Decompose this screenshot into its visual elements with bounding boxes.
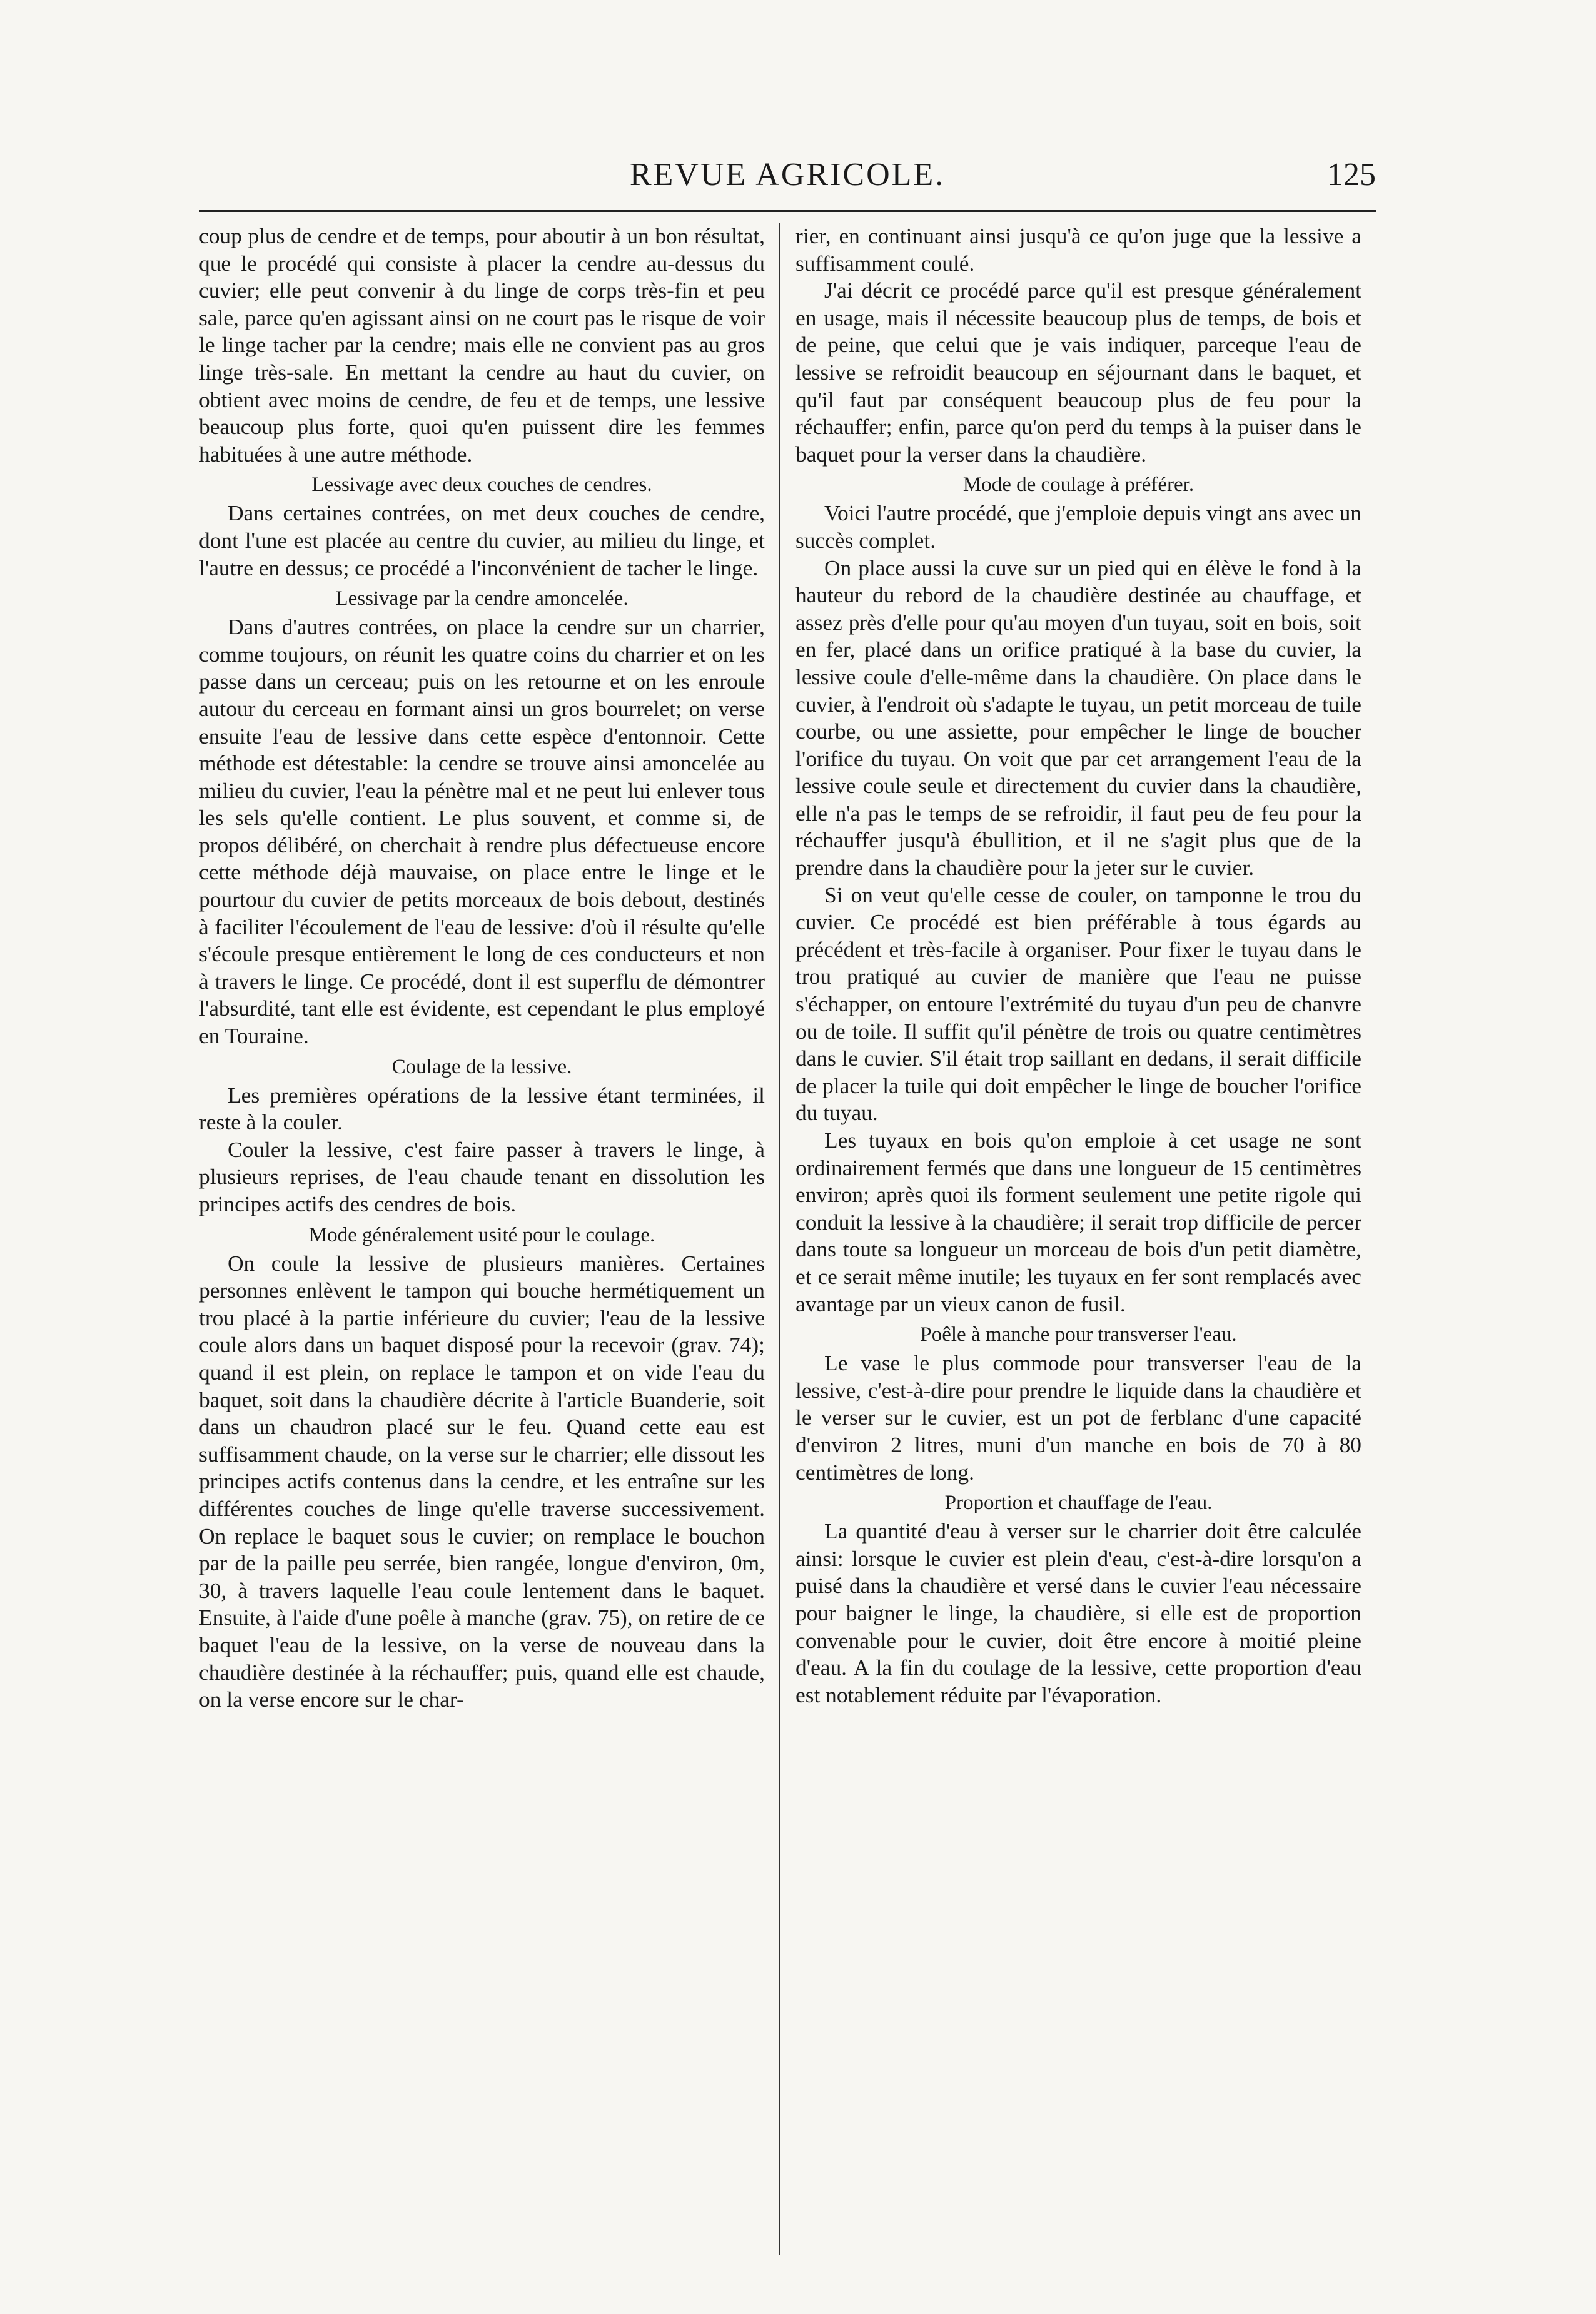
section-heading: Proportion et chauffage de l'eau. bbox=[944, 1492, 1213, 1515]
paragraph: On coule la lessive de plusieurs manières. Certaines personnes enlèvent le tampon qui bouche hermétiquement un trou placé à la partie inférieure du cuvier; l'eau de la lessive coule alors dans un baquet disposé pour la recevoir (grav. 74); quand il est plein, on replace le tampon et on vide l'eau du baquet, soit dans la chaudière décrite à l'article Buanderie, soit dans un chaudron placé sur le feu. Quand cette eau est suffisamment chaude, on la verse sur le charrier; elle dissout les principes actifs contenus dans la cendre, et les entraîne sur les différentes couches de linge qu'elle traverse successivement. On replace le baquet sous le cuvier; on remplace le bouchon par de la paille peu serrée, bien rangée, longue d'environ, 0m, 30, à travers laquelle l'eau coule lentement dans le baquet. Ensuite, à l'aide d'une poêle à manche (grav. 75), on retire de ce baquet l'eau de la lessive, on la verse de nouveau dans la chaudière destinée à la réchauffer; puis, quand elle est chaude, on la verse encore sur le char- bbox=[199, 1250, 765, 1712]
paragraph: Les tuyaux en bois qu'on emploie à cet usage ne sont ordinairement fermés que dans une longueur de 15 centimètres environ; après quoi ils forment seulement une petite rigole qui conduit la lessive à la chaudière; il serait trop difficile de percer dans toute sa longueur un morceau de bois d'un petit diamètre, et ce serait même inutile; les tuyaux en fer sont remplacés avec avantage par un vieux canon de fusil. bbox=[795, 1128, 1361, 1316]
paragraph: Les premières opérations de la lessive étant terminées, il reste à la couler. bbox=[199, 1082, 765, 1135]
paragraph: J'ai décrit ce procédé parce qu'il est presque généralement en usage, mais il nécessite beaucoup plus de temps, de bois et de peine, que celui que je vais indiquer, parceque l'eau de lessive se refroidit beaucoup en séjournant dans le baquet, et qu'il faut par conséquent beaucoup plus de feu pour la réchauffer; enfin, parce qu'on perd du temps à la puiser dans le baquet pour la verser dans la chaudière. bbox=[795, 278, 1361, 467]
paragraph: rier, en continuant ainsi jusqu'à ce qu'on juge que la lessive a suffisamment coulé. bbox=[795, 223, 1361, 276]
section-heading: Lessivage par la cendre amoncelée. bbox=[335, 587, 629, 610]
running-title: REVUE AGRICOLE. bbox=[629, 157, 946, 193]
paragraph: Dans certaines contrées, on met deux couches de cendre, dont l'une est placée au centre du cuvier, au milieu du linge, et l'autre en dessus; ce procédé a l'inconvénient de tacher le linge. bbox=[199, 500, 765, 580]
page-number: 125 bbox=[1327, 157, 1376, 193]
section-heading: Lessivage avec deux couches de cendres. bbox=[311, 473, 652, 497]
section-heading: Mode de coulage à préférer. bbox=[962, 473, 1194, 497]
paragraph: Couler la lessive, c'est faire passer à travers le linge, à plusieurs reprises, de l'eau chaude tenant en dissolution les principes actifs des cendres de bois. bbox=[199, 1136, 765, 1216]
header-rule bbox=[199, 210, 1376, 212]
paragraph: Si on veut qu'elle cesse de couler, on tamponne le trou du cuvier. Ce procédé est bien préférable à tous égards au précédent et très-facile à organiser. Pour fixer le tuyau dans le trou pratiqué au cuvier de manière que l'eau ne puisse s'échapper, on entoure l'extrémité du tuyau d'un peu de chanvre ou de toile. Il suffit qu'il pénètre de trois ou quatre centimètres dans le cuvier. S'il était trop saillant en dedans, il serait difficile de placer la tuile qui doit empêcher le linge de boucher l'orifice du tuyau. bbox=[795, 882, 1361, 1126]
section-heading: Poêle à manche pour transverser l'eau. bbox=[920, 1323, 1237, 1346]
column-divider bbox=[779, 223, 780, 2255]
paragraph: La quantité d'eau à verser sur le charrier doit être calculée ainsi: lorsque le cuvier est plein d'eau, c'est-à-dire lorsqu'on a puisé dans la chaudière et versé dans le cuvier l'eau nécessaire pour baigner le linge, la chaudière, si elle est de proportion convenable pour le cuvier, doit être encore à moitié pleine d'eau. A la fin du coulage de la lessive, cette proportion d'eau est notablement réduite par l'évaporation. bbox=[795, 1518, 1361, 1707]
section-heading: Mode généralement usité pour le coulage. bbox=[308, 1223, 655, 1246]
right-column bbox=[795, 223, 1361, 1709]
left-column bbox=[199, 223, 765, 1714]
paragraph: Voici l'autre procédé, que j'emploie depuis vingt ans avec un succès complet. bbox=[795, 500, 1361, 553]
paragraph: Dans d'autres contrées, on place la cendre sur un charrier, comme toujours, on réunit les quatre coins du charrier et on les passe dans un cerceau; puis on les retourne et on les enroule autour du cerceau en formant ainsi un gros bourrelet; on verse ensuite l'eau de lessive dans cette espèce d'entonnoir. Cette méthode est détestable: la cendre se trouve ainsi amoncelée au milieu du cuvier, l'eau la pénètre mal et ne peut lui enlever tous les sels qu'elle contient. Le plus souvent, et comme si, de propos délibéré, on cherchait à rendre plus défectueuse encore cette méthode déjà mauvaise, on place entre le linge et le pourtour du cuvier de petits morceaux de bois debout, destinés à faciliter l'écoulement de l'eau de lessive: d'où il résulte qu'elle s'écoule presque entièrement le long de ces conducteurs et non à travers le linge. Ce procédé, dont il est superflu de démontrer l'absurdité, tant elle est évidente, est cependant le plus employé en Touraine. bbox=[199, 614, 765, 1049]
paragraph: On place aussi la cuve sur un pied qui en élève le fond à la hauteur du rebord de la chaudière destinée au chauffage, et assez près d'elle pour qu'au moyen d'un tuyau, soit en bois, soit en fer, placé dans un orifice pratiqué à la base du cuvier, la lessive coule d'elle-même dans la chaudière. On place dans le cuvier, à l'endroit où s'adapte le tuyau, un petit morceau de tuile courbe, ou une assiette, pour empêcher le linge de boucher l'orifice du tuyau. On voit que par cet arrangement l'eau de la lessive coule seule et directement du cuvier dans la chaudière, elle n'a pas le temps de se refroidir, il faut peu de feu pour la réchauffer jusqu'à ébullition, et il ne s'agit plus que de la prendre dans la chaudière pour la jeter sur le cuvier. bbox=[795, 555, 1361, 881]
paragraph: coup plus de cendre et de temps, pour aboutir à un bon résultat, que le procédé qui consiste à placer la cendre au-dessus du cuvier; elle peut convenir à du linge de corps très-fin et peu sale, parce qu'en agissant ainsi on ne court pas le risque de voir le linge tacher par la cendre; mais elle ne convient pas au gros linge très-sale. En mettant la cendre au haut du cuvier, on obtient avec moins de cendre, de feu et de temps, une lessive beaucoup plus forte, quoi qu'en puissent dire les femmes habituées à une autre méthode. bbox=[199, 223, 765, 467]
page-header bbox=[199, 156, 1376, 200]
section-heading: Coulage de la lessive. bbox=[391, 1055, 572, 1078]
paragraph: Le vase le plus commode pour transverser l'eau de la lessive, c'est-à-dire pour prendre le liquide dans la chaudière et le verser sur le cuvier, est un pot de ferblanc d'une capacité d'environ 2 litres, muni d'un manche en bois de 70 à 80 centimètres de long. bbox=[795, 1350, 1361, 1485]
